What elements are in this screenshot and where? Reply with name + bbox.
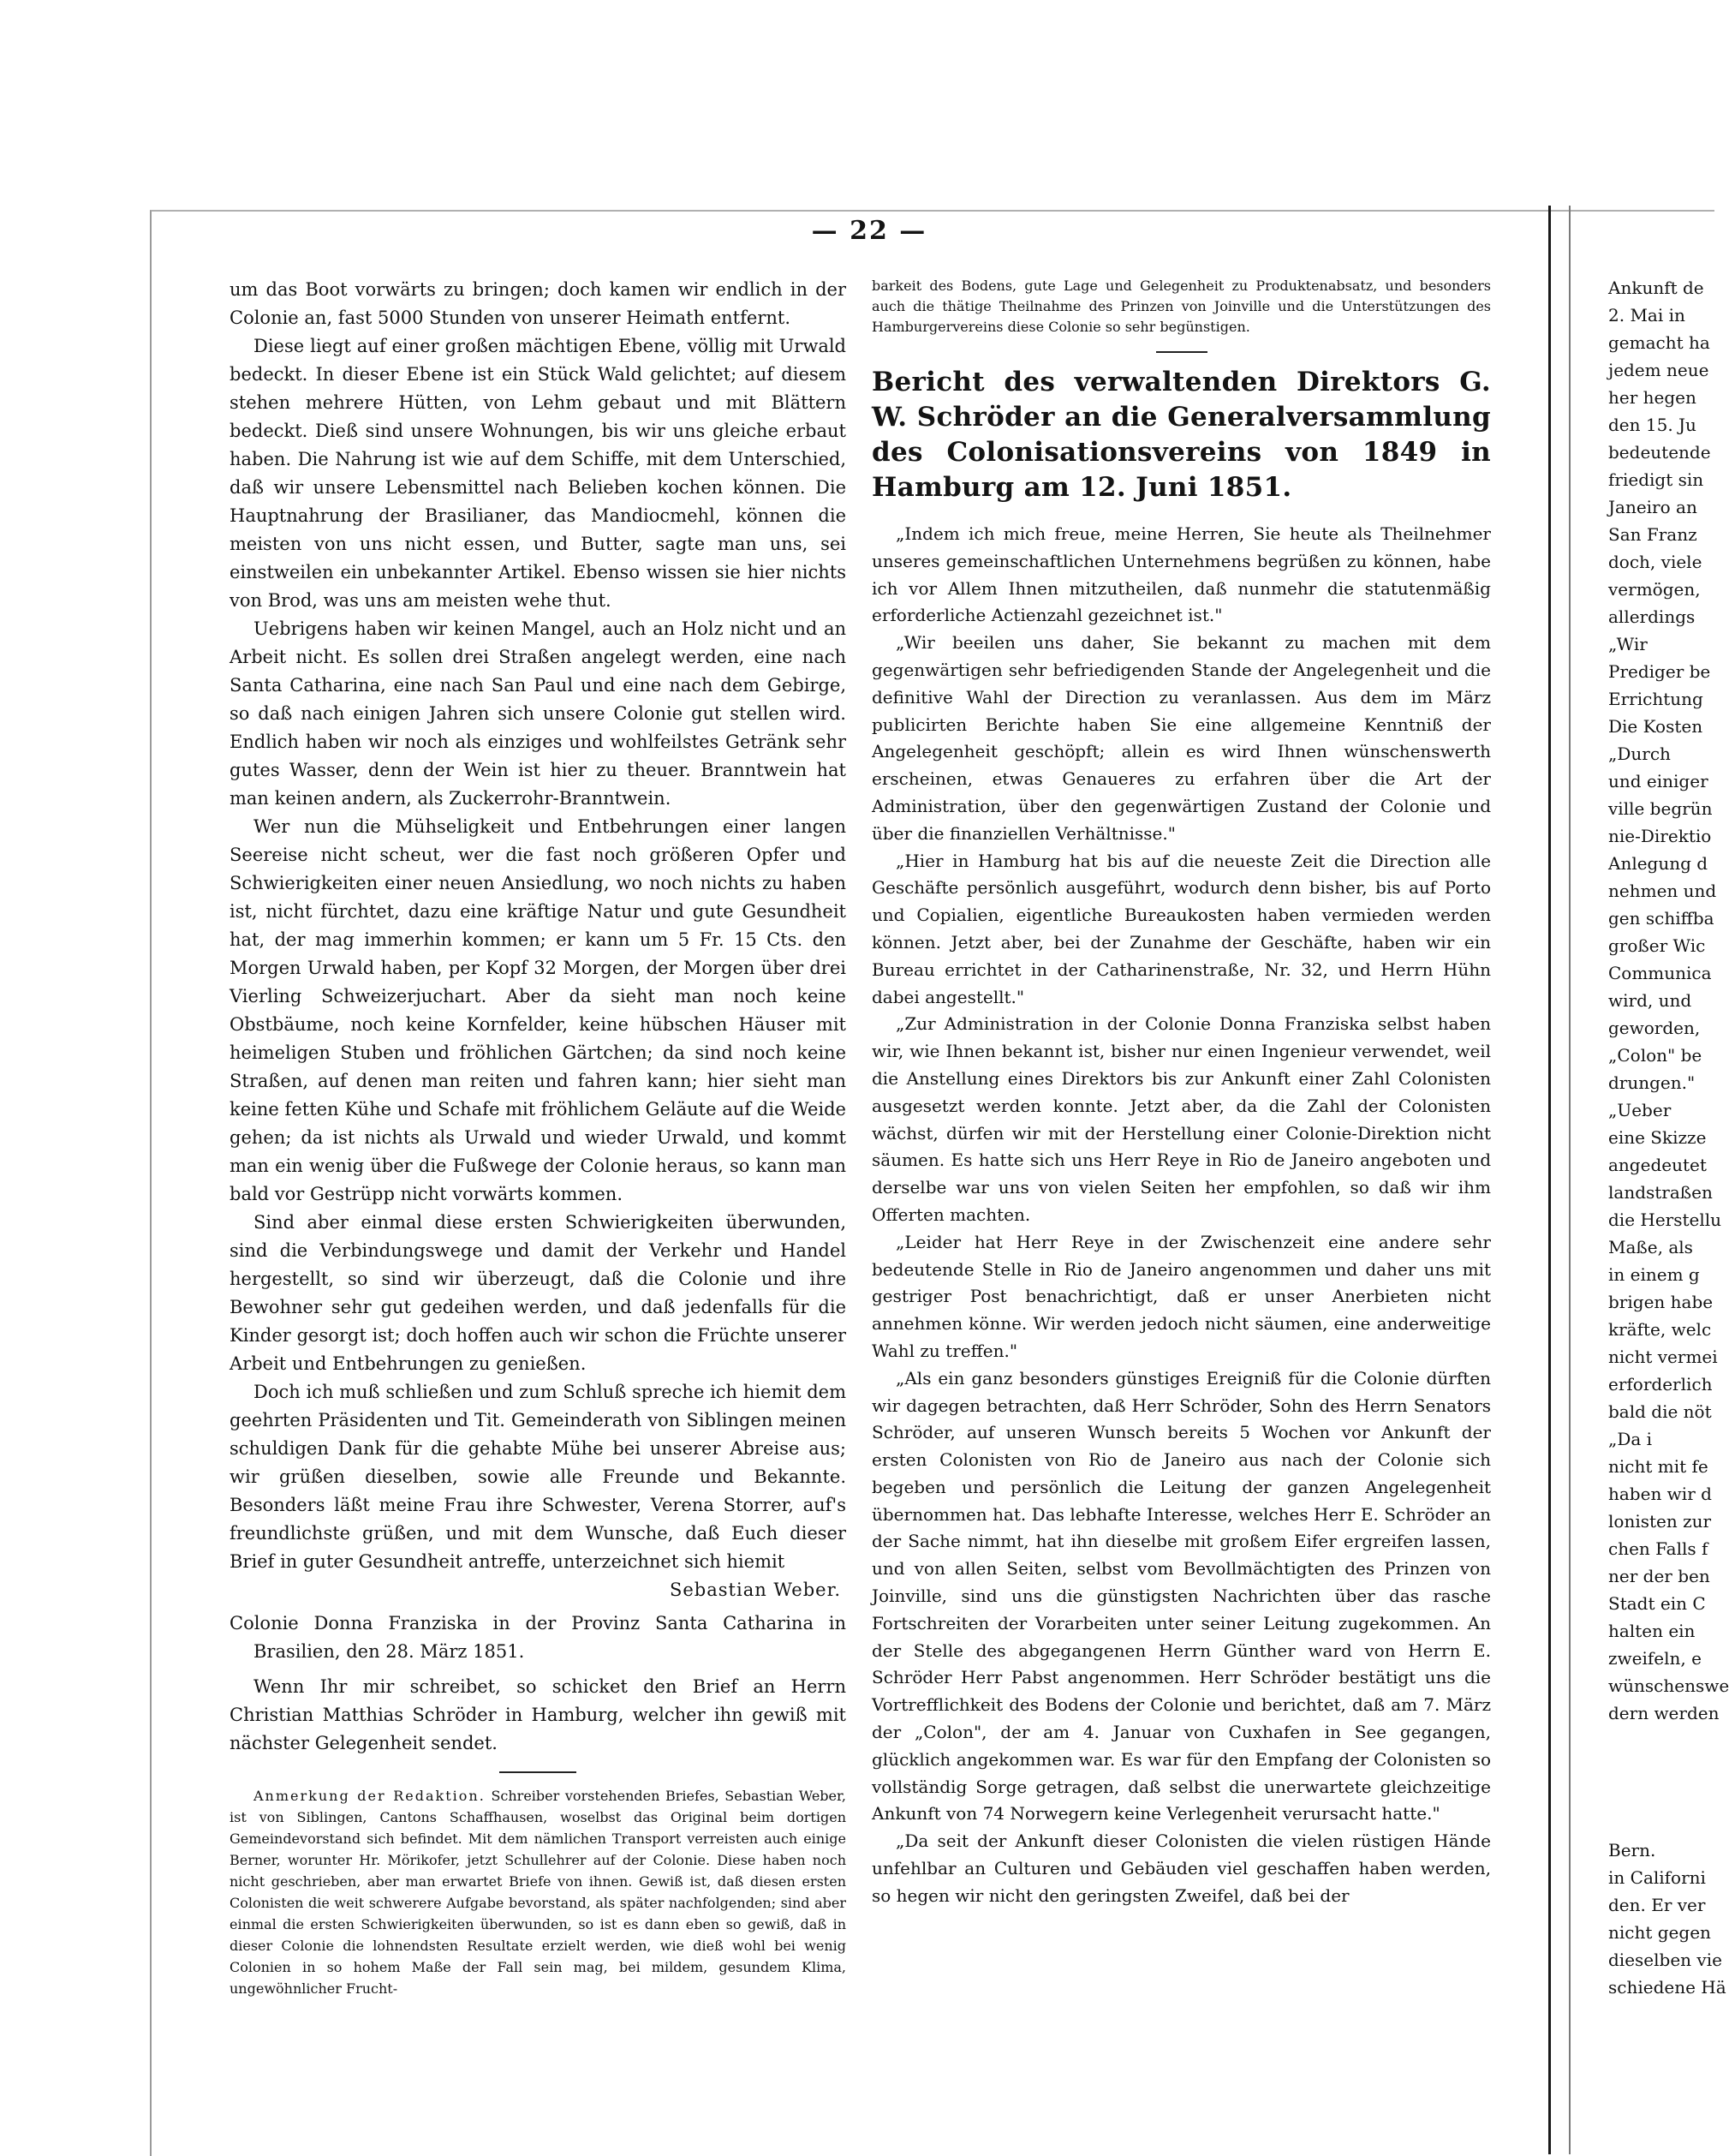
blank-line bbox=[1608, 1809, 1713, 1836]
cropped-text-line: her hegen bbox=[1608, 387, 1696, 408]
cropped-text-line: lonisten zur bbox=[1608, 1511, 1712, 1532]
cropped-text-line: „Durch bbox=[1608, 744, 1671, 764]
cropped-text-line: Anlegung d bbox=[1608, 853, 1708, 874]
cropped-text-line: kräfte, welc bbox=[1608, 1319, 1712, 1340]
report-paragraph: „Leider hat Herr Reye in der Zwischenzeit eine andere sehr bedeutende Stelle in Rio de Janeiro angenommen und daher uns mit gestriger Post benachrichtigt, daß er unser Anerbieten nicht annehmen könne. Wir werden jedoch nicht säumen, eine anderweitige Wahl zu treffen." bbox=[872, 1231, 1491, 1361]
cropped-text-line: ner der ben bbox=[1608, 1566, 1710, 1586]
letter-paragraph: Doch ich muß schließen und zum Schluß spreche ich hiemit dem geehrten Präsidenten und Tit. Gemeinderath von Siblingen meinen schuldigen Dank für die gehabte Mühe bei unserer Abreise aus; wir grüßen dieselben, sowie alle Freunde und Bekannte. Besonders läßt meine Frau ihre Schwester, Verena Storrer, auf's freundlichste grüßen, und mit dem Wunsche, daß Euch dieser Brief in guter Gesundheit antreffe, unterzeichnet sich hiemit bbox=[230, 1382, 846, 1572]
cropped-text-line: landstraßen bbox=[1608, 1182, 1713, 1203]
cropped-text-line: angedeutet bbox=[1608, 1155, 1707, 1175]
cropped-text-line: doch, viele bbox=[1608, 552, 1702, 572]
cropped-text-line: Errichtung bbox=[1608, 689, 1703, 709]
blank-line bbox=[1608, 1782, 1713, 1809]
right-column-cropped bbox=[1608, 274, 1729, 2124]
cropped-text-line: den 15. Ju bbox=[1608, 415, 1696, 435]
cropped-text-line: wünschenswe bbox=[1608, 1675, 1729, 1696]
cropped-text-line: wird, und bbox=[1608, 990, 1692, 1011]
cropped-text-line: „Ueber bbox=[1608, 1100, 1672, 1120]
cropped-text-line: San Franz bbox=[1608, 524, 1697, 545]
blank-line bbox=[1608, 1754, 1713, 1782]
cropped-text-line: nicht mit fe bbox=[1608, 1456, 1708, 1477]
editor-footnote bbox=[230, 1785, 846, 1999]
letter-paragraph: Sind aber einmal diese ersten Schwierigkeiten überwunden, sind die Verbindungswege und damit der Verkehr und Handel hergestellt, so sind wir überzeugt, daß die Colonie und ihre Bewohner sehr gut gedeihen werden, und daß jedenfalls für die Kinder gesorgt ist; doch hoffen auch wir schon die Früchte unserer Arbeit und Entbehrungen zu genießen. bbox=[230, 1212, 846, 1374]
dateline: Colonie Donna Franziska in der Provinz Santa Catharina in Brasilien, den 28. März 1851. bbox=[230, 1613, 846, 1662]
section-rule bbox=[499, 1771, 576, 1773]
cropped-text-line: „Wir bbox=[1608, 634, 1648, 654]
cropped-text-line: geworden, bbox=[1608, 1018, 1701, 1038]
cropped-text-line: in einem g bbox=[1608, 1264, 1700, 1285]
cropped-text-line: gemacht ha bbox=[1608, 332, 1710, 353]
report-paragraph: „Als ein ganz besonders günstiges Ereigniß für die Colonie dürften wir dagegen betrachten, daß Herr Schröder, Sohn des Herrn Senators Schröder, auf unseren Wunsch bereits 5 Wochen vor Ankunft der ersten Colonisten von Rio de Janeiro aus nach der Colonie sich begeben und persönlich die Leitung der ganzen Angelegenheit übernommen hat. Das lebhafte Interesse, welches Herr E. Schröder an der Sache nimmt, hat ihn dieselbe mit großem Eifer ergreifen lassen, und von allen Seiten, selbst vom Bevollmächtigten des Prinzen von Joinville, sind uns die günstigsten Nachrichten über das rasche Fortschreiten der Vorarbeiten unter seiner Leitung zugekommen. An der Stelle des abgegangenen Herrn Günther ward von Herrn E. Schröder Herr Pabst angenommen. Herr Schröder bestätigt uns die Vortrefflichkeit des Bodens der Colonie und berichtet, daß am 7. März der „Colon", der am 4. Januar von Cuxhafen in See gegangen, glücklich angekommen war. Es war für den Empfang der Colonisten so vollständig Sorge getragen, daß selbst die unerwartete gleichzeitige Ankunft von 74 Norwegern keine Verlegenheit verursacht hatte." bbox=[872, 1367, 1491, 1825]
left-column bbox=[230, 276, 846, 1999]
report-paragraph: „Da seit der Ankunft dieser Colonisten die vielen rüstigen Hände unfehlbar an Culturen und Gebäuden viel geschaffen haben werden, so hegen wir nicht den geringsten Zweifel, daß bei der bbox=[872, 1831, 1491, 1906]
letter-paragraph: Uebrigens haben wir keinen Mangel, auch an Holz nicht und an Arbeit nicht. Es sollen drei Straßen angelegt werden, eine nach Santa Catharina, eine nach San Paul und eine nach dem Gebirge, so daß nach einigen Jahren sich unsere Colonie gut stellen wird. Endlich haben wir noch als einziges und wohlfeilstes Getränk sehr gutes Wasser, denn der Wein ist hier zu theuer. Branntwein hat man keinen andern, als Zuckerrohr-Branntwein. bbox=[230, 618, 846, 809]
cropped-text-line: nicht gegen bbox=[1608, 1922, 1711, 1943]
report-paragraph: „Wir beeilen uns daher, Sie bekannt zu machen mit dem gegenwärtigen sehr befriedigenden Stande der Angelegenheit und die definitive Wahl der Direction zu veranlassen. Aus dem im März publicirten Berichte haben Sie eine allgemeine Kenntniß der Angelegenheit geschöpft; allein es wird Ihnen wünschenswerth erscheinen, etwas Genaueres zu erfahren über die Art der Administration, über den gegenwärtigen Zustand der Colonie und über die finanziellen Verhältnisse." bbox=[872, 632, 1491, 844]
cropped-text-line: großer Wic bbox=[1608, 935, 1706, 956]
cropped-text-line: chen Falls f bbox=[1608, 1538, 1708, 1559]
blank-line bbox=[1608, 1727, 1713, 1754]
cropped-text-line: Bern. bbox=[1608, 1840, 1656, 1860]
report-headline: Bericht des verwaltenden Direktors G. W. Schröder an die Generalversammlung des Colonisationsvereins von 1849 in Hamburg am 12. Juni 1851. bbox=[872, 367, 1491, 503]
cropped-text-line: dern werden bbox=[1608, 1703, 1720, 1723]
cropped-text-line: halten ein bbox=[1608, 1621, 1696, 1641]
postscript: Wenn Ihr mir schreibet, so schicket den Brief an Herrn Christian Matthias Schröder in Hamburg, welcher ihn gewiß mit nächster Gelegenheit sendet. bbox=[230, 1676, 846, 1753]
letter-paragraph: Wer nun die Mühseligkeit und Entbehrungen einer langen Seereise nicht scheut, wer die fast noch größeren Opfer und Schwierigkeiten einer neuen Ansiedlung, wo noch nichts zu haben ist, nicht fürchtet, dazu eine kräftige Natur und gute Gesundheit hat, der mag immerhin kommen; er kann um 5 Fr. 15 Cts. den Morgen Urwald haben, per Kopf 32 Morgen, der Morgen über drei Vierling Schweizerjuchart. Aber da sieht man noch keine Obstbäume, noch keine Kornfelder, keine hübschen Häuser mit heimeligen Stuben und fröhlichen Gärtchen; da sind noch keine Straßen, auf denen man reiten und fahren kann; hier sieht man keine fetten Kühe und Schafe mit fröhlichem Geläute auf die Weide gehen; da ist nichts als Urwald und wieder Urwald, und kommt man ein wenig über die Fußwege der Colonie heraus, so kann man bald vor Gestrüpp nicht vorwärts kommen. bbox=[230, 816, 846, 1204]
footnote-continuation: barkeit des Bodens, gute Lage und Gelegenheit zu Produktenabsatz, und besonders auch die thätige Theilnahme des Prinzen von Joinville und die Unterstützungen des Hamburgervereins diese Colonie so sehr begünstigen. bbox=[872, 278, 1491, 335]
cropped-text-line: bedeutende bbox=[1608, 442, 1711, 463]
footnote-label: Anmerkung der Redaktion. bbox=[253, 1788, 486, 1804]
report-paragraph: „Indem ich mich freue, meine Herren, Sie heute als Theilnehmer unseres gemeinschaftlichen Unternehmens begrüßen zu können, habe ich vor Allem Ihnen mitzutheilen, daß nunmehr die statutenmäßig erforderliche Actienzahl gezeichnet ist." bbox=[872, 523, 1491, 626]
cropped-text-line: brigen habe bbox=[1608, 1292, 1714, 1312]
cropped-text-line: haben wir d bbox=[1608, 1484, 1712, 1504]
cropped-text-line: jedem neue bbox=[1608, 360, 1709, 380]
cropped-text-line: allerdings bbox=[1608, 606, 1696, 627]
cropped-text-line: Maße, als bbox=[1608, 1237, 1693, 1257]
cropped-text-line: nehmen und bbox=[1608, 881, 1717, 901]
cropped-text-line: „Da i bbox=[1608, 1429, 1653, 1449]
cropped-text-line: gen schiffba bbox=[1608, 908, 1714, 929]
cropped-text-line: schiedene Hä bbox=[1608, 1977, 1726, 1998]
cropped-text-line: und einiger bbox=[1608, 771, 1708, 791]
cropped-text-line: 2. Mai in bbox=[1608, 305, 1685, 325]
signature: Sebastian Weber. bbox=[669, 1580, 841, 1600]
cropped-text-line: zweifeln, e bbox=[1608, 1648, 1702, 1669]
page-number: — 22 — bbox=[811, 216, 927, 246]
cropped-text-line: Communica bbox=[1608, 963, 1712, 983]
page-fold-edge bbox=[1548, 206, 1551, 2154]
page-fold-shadow bbox=[1569, 206, 1571, 2154]
cropped-text-line: den. Er ver bbox=[1608, 1895, 1706, 1915]
cropped-text-line: „Colon" be bbox=[1608, 1045, 1702, 1066]
cropped-text-line: Stadt ein C bbox=[1608, 1593, 1706, 1614]
middle-column bbox=[872, 276, 1491, 1910]
cropped-text-line: ville begrün bbox=[1608, 798, 1713, 819]
footnote-text: Schreiber vorstehenden Briefes, Sebastian Weber, ist von Siblingen, Cantons Schaffhausen, woselbst das Original beim dortigen Gemeindevorstand sich befindet. Mit dem nämlichen Transport verreisten auch einige Berner, worunter Hr. Mörikofer, jetzt Schullehrer auf der Colonie. Diese haben noch nicht geschrieben, aber man erwartet Briefe von ihnen. Gewiß ist, daß diesen ersten Colonisten die weit schwerere Aufgabe bevorstand, als später nachfolgenden; sind aber einmal die ersten Schwierigkeiten überwunden, so ist es dann eben so gewiß, daß in dieser Colonie die lohnendsten Resultate erzielt werden, wie dieß wohl bei wenig Colonien in so hohem Maße der Fall sein mag, bei mildem, gesundem Klima, ungewöhnlicher Frucht- bbox=[230, 1788, 846, 1997]
cropped-text-line: erforderlich bbox=[1608, 1374, 1713, 1395]
cropped-text-line: vermögen, bbox=[1608, 579, 1701, 600]
report-paragraph: „Zur Administration in der Colonie Donna Franziska selbst haben wir, wie Ihnen bekannt ist, bisher nur einen Ingenieur verwendet, weil die Anstellung eines Direktors bis zur Ankunft einer Zahl Colonisten ausgesetzt werden konnte. Jetzt aber, da die Zahl der Colonisten wächst, dürfen wir mit der Herstellung einer Colonie-Direktion nicht säumen. Es hatte sich uns Herr Reye in Rio de Janeiro angeboten und derselbe war uns von vielen Seiten her empfohlen, so daß wir ihm Offerten machten. bbox=[872, 1013, 1491, 1225]
letter-paragraph: um das Boot vorwärts zu bringen; doch kamen wir endlich in der Colonie an, fast 5000 Stunden von unserer Heimath entfernt. bbox=[230, 279, 846, 328]
cropped-text-line: drungen." bbox=[1608, 1072, 1696, 1093]
cropped-text-line: Janeiro an bbox=[1608, 497, 1697, 517]
section-rule bbox=[1156, 351, 1207, 353]
cropped-text-line: die Herstellu bbox=[1608, 1209, 1722, 1230]
cropped-text-line: nie-Direktio bbox=[1608, 826, 1712, 846]
report-paragraph: „Hier in Hamburg hat bis auf die neueste Zeit die Direction alle Geschäfte persönlich ausgeführt, wodurch denn bisher, bis auf Porto und Copialien, eigentliche Bureaukosten haben vermieden werden können. Jetzt aber, bei der Zunahme der Geschäfte, haben wir ein Bureau errichtet in der Catharinenstraße, Nr. 32, und Herrn Hühn dabei angestellt." bbox=[872, 850, 1491, 1007]
cropped-text-line: friedigt sin bbox=[1608, 469, 1704, 490]
cropped-text-line: dieselben vie bbox=[1608, 1950, 1722, 1970]
cropped-text-line: eine Skizze bbox=[1608, 1127, 1707, 1148]
letter-paragraph: Diese liegt auf einer großen mächtigen Ebene, völlig mit Urwald bedeckt. In dieser Ebene ist ein Stück Wald gelichtet; auf diesem stehen mehrere Hütten, von Lehm gebaut und mit Blättern bedeckt. Dieß sind unsere Wohnungen, bis wir uns gleiche erbaut haben. Die Nahrung ist wie auf dem Schiffe, mit dem Unterschied, daß wir unsere Lebensmittel nach Belieben kochen können. Die Hauptnahrung der Brasilianer, das Mandiocmehl, können die meisten von uns nicht essen, und Butter, sagte man uns, sei einstweilen ein unbekannter Artikel. Ebenso wissen sie hier nichts von Brod, was uns am meisten wehe thut. bbox=[230, 336, 846, 611]
cropped-text-line: in Californi bbox=[1608, 1867, 1706, 1888]
cropped-text-line: Ankunft de bbox=[1608, 278, 1704, 298]
cropped-text-line: Die Kosten bbox=[1608, 716, 1703, 737]
cropped-text-line: Prediger be bbox=[1608, 661, 1711, 682]
cropped-text-line: nicht vermei bbox=[1608, 1347, 1718, 1367]
cropped-text-line: bald die nöt bbox=[1608, 1401, 1712, 1422]
